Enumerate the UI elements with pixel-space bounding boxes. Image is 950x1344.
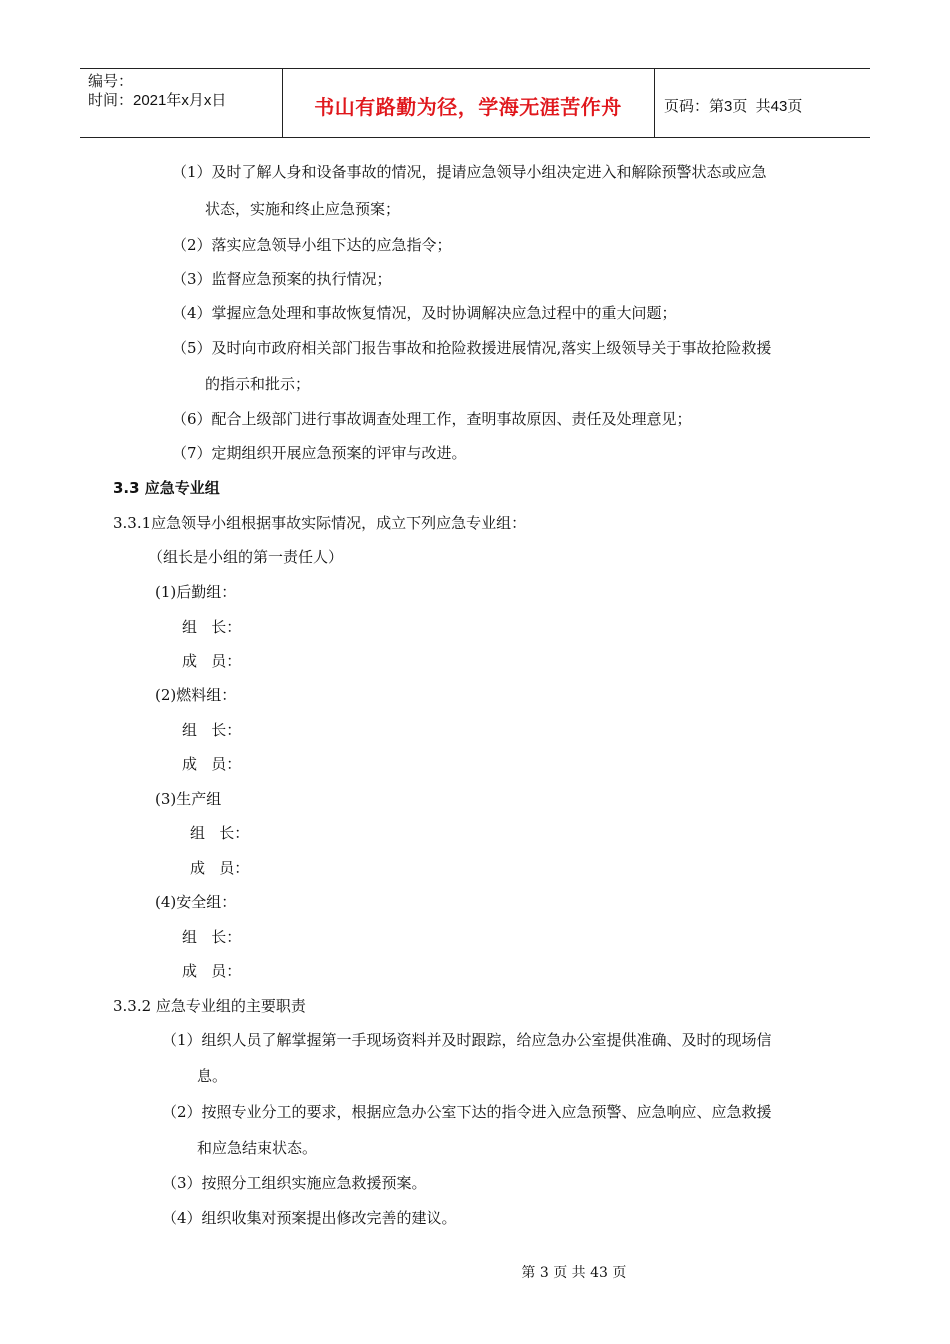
duty-item-2: （2）落实应急领导小组下达的应急指令；	[172, 236, 452, 254]
duty-item-1-cont: 状态，实施和终止应急预案；	[205, 200, 401, 218]
header-motto: 书山有路勤为径，学海无涯苦作舟	[314, 94, 622, 119]
duty-item-5: （5）及时向市政府相关部门报告事故和抢险救援进展情况,落实上级领导关于事故抢险救援	[172, 339, 772, 357]
group-fuel: (2)燃料组：	[155, 686, 237, 704]
group-member-label: 成 员：	[182, 755, 242, 773]
group-duty-3: （3）按照分工组织实施应急救援预案。	[162, 1174, 427, 1192]
group-leader-label: 组 长：	[190, 824, 250, 842]
group-member-label: 成 员：	[190, 859, 250, 877]
leader-note: （组长是小组的第一责任人）	[148, 548, 344, 566]
group-duty-4: （4）组织收集对预案提出修改完善的建议。	[162, 1209, 457, 1227]
header-page-info: 页码：第3页 共43页	[664, 97, 803, 115]
document-date: 时间：2021年x月x日	[88, 92, 227, 109]
duty-item-5-cont: 的指示和批示；	[205, 375, 311, 393]
group-logistics: (1)后勤组：	[155, 583, 237, 601]
group-duty-1-cont: 息。	[197, 1067, 228, 1085]
group-member-label: 成 员：	[182, 652, 242, 670]
duty-item-4: （4）掌握应急处理和事故恢复情况，及时协调解决应急过程中的重大问题；	[172, 304, 677, 322]
group-member-label: 成 员：	[182, 962, 242, 980]
group-leader-label: 组 长：	[182, 928, 242, 946]
duty-item-6: （6）配合上级部门进行事故调查处理工作，查明事故原因、责任及处理意见；	[172, 410, 692, 428]
document-number-label: 编号：	[88, 73, 134, 90]
duty-item-1: （1）及时了解人身和设备事故的情况，提请应急领导小组决定进入和解除预警状态或应急	[172, 163, 767, 181]
footer-page-number: 第 3 页 共 43 页	[521, 1265, 627, 1281]
group-production: (3)生产组	[155, 790, 222, 808]
header-divider	[654, 69, 655, 137]
section-heading-3-3: 3.3 应急专业组	[113, 479, 220, 497]
header-meta	[88, 72, 226, 110]
group-safety: (4)安全组：	[155, 893, 237, 911]
group-leader-label: 组 长：	[182, 721, 242, 739]
group-leader-label: 组 长：	[182, 618, 242, 636]
section-3-3-1: 3.3.1应急领导小组根据事故实际情况，成立下列应急专业组：	[113, 514, 527, 532]
group-duty-2-cont: 和应急结束状态。	[197, 1139, 318, 1157]
group-duty-1: （1）组织人员了解掌握第一手现场资料并及时跟踪，给应急办公室提供准确、及时的现场信	[162, 1031, 772, 1049]
page-footer	[0, 1246, 950, 1298]
duty-item-7: （7）定期组织开展应急预案的评审与改进。	[172, 444, 467, 462]
section-3-3-2: 3.3.2 应急专业组的主要职责	[113, 997, 306, 1015]
group-duty-2: （2）按照专业分工的要求，根据应急办公室下达的指令进入应急预警、应急响应、应急救援	[162, 1103, 772, 1121]
page-header	[80, 68, 870, 138]
duty-item-3: （3）监督应急预案的执行情况；	[172, 270, 392, 288]
